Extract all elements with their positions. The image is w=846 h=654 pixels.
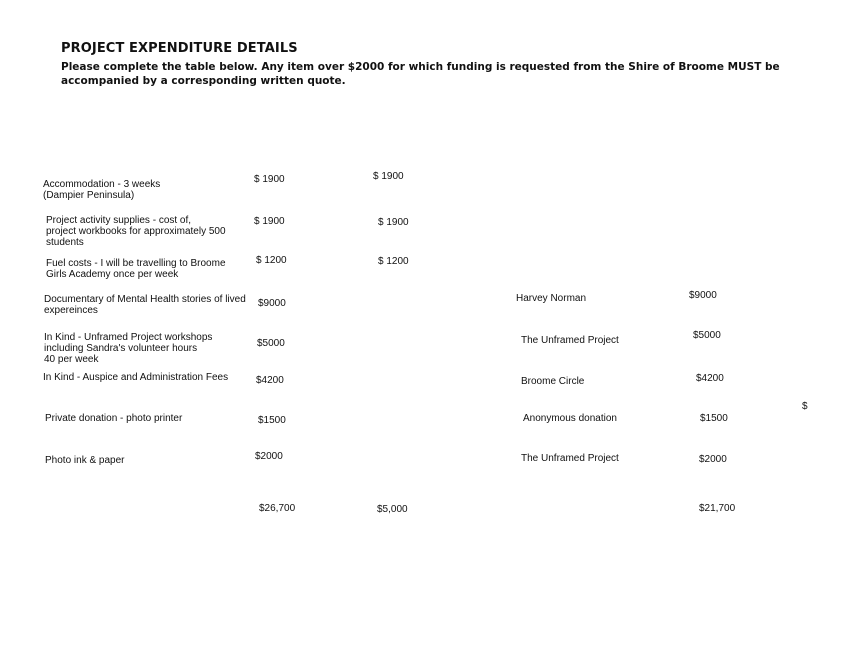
- item-description: Project activity supplies - cost of, project workbooks for approximately 500 students: [46, 215, 226, 248]
- stray-dollar-sign: $: [802, 401, 808, 412]
- item-total-cost: $4200: [256, 375, 284, 386]
- funding-source-amount: $9000: [689, 290, 717, 301]
- item-total-cost: $2000: [255, 451, 283, 462]
- total-other-funding: $21,700: [699, 503, 736, 514]
- item-total-cost: $5000: [257, 338, 285, 349]
- total-requested-amount: $5,000: [377, 504, 408, 515]
- funding-source: Broome Circle: [521, 376, 585, 387]
- page-title: PROJECT EXPENDITURE DETAILS: [61, 41, 298, 56]
- funding-source: The Unframed Project: [521, 335, 619, 346]
- instructions-text: Please complete the table below. Any item over $2000 for which funding is requested from the Shire of Broome MUST be accompanied by a corresponding written quote.: [61, 61, 780, 87]
- item-requested-amount: $ 1900: [378, 217, 409, 228]
- item-total-cost: $ 1200: [256, 255, 287, 266]
- item-description: Photo ink & paper: [45, 455, 125, 466]
- item-description: Accommodation - 3 weeks (Dampier Peninsula): [43, 179, 161, 201]
- item-total-cost: $9000: [258, 298, 286, 309]
- item-description: Fuel costs - I will be travelling to Broome Girls Academy once per week: [46, 258, 226, 280]
- funding-source-amount: $4200: [696, 373, 724, 384]
- item-description: Private donation - photo printer: [45, 413, 183, 424]
- item-requested-amount: $ 1900: [373, 171, 404, 182]
- item-description: In Kind - Unframed Project workshops including Sandra's volunteer hours 40 per week: [44, 332, 213, 365]
- funding-source-amount: $1500: [700, 413, 728, 424]
- funding-source: Anonymous donation: [523, 413, 617, 424]
- item-total-cost: $1500: [258, 415, 286, 426]
- funding-source-amount: $5000: [693, 330, 721, 341]
- funding-source: Harvey Norman: [516, 293, 587, 304]
- item-description: Documentary of Mental Health stories of lived expereinces: [44, 294, 246, 316]
- item-requested-amount: $ 1200: [378, 256, 409, 267]
- grand-total-cost: $26,700: [259, 503, 296, 514]
- item-total-cost: $ 1900: [254, 174, 285, 185]
- item-total-cost: $ 1900: [254, 216, 285, 227]
- item-description: In Kind - Auspice and Administration Fees: [43, 372, 229, 383]
- funding-source: The Unframed Project: [521, 453, 619, 464]
- funding-source-amount: $2000: [699, 454, 727, 465]
